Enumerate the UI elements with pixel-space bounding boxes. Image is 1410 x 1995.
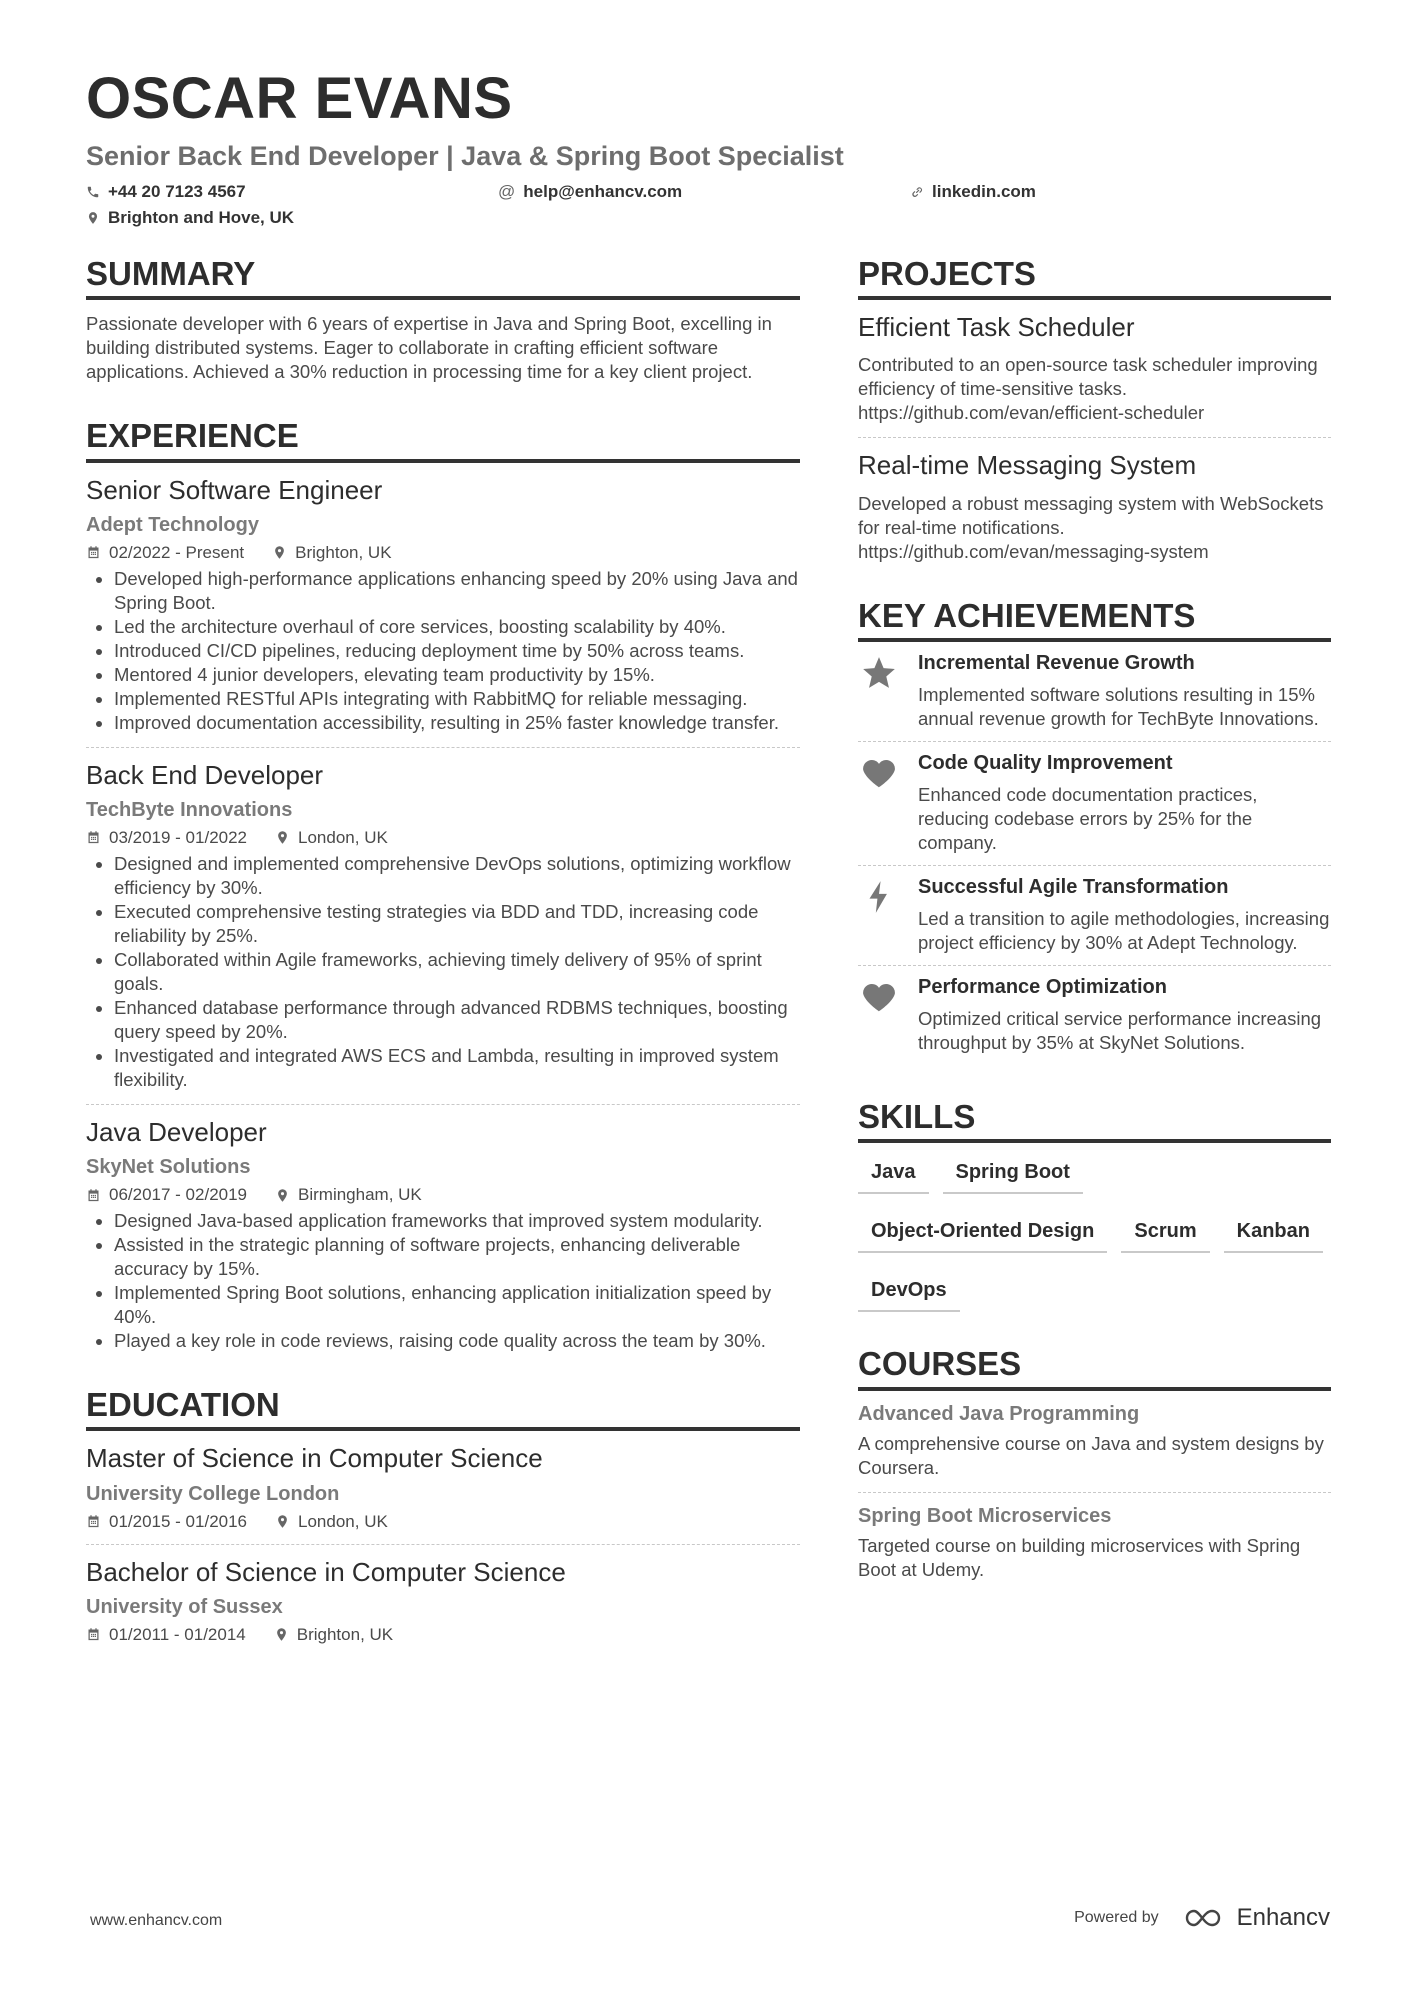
education-section: [86, 1387, 800, 1645]
job-company: Adept Technology: [86, 513, 259, 536]
achievement-description: Implemented software solutions resulting in 15% annual revenue growth for TechByte Innovations.: [918, 683, 1319, 729]
job-bullet: • Implemented RESTful APIs integrating with RabbitMQ for reliable messaging.: [114, 687, 800, 711]
summary-heading: SUMMARY: [86, 256, 800, 300]
skill-tag: Java: [858, 1161, 929, 1194]
job-bullet: • Executed comprehensive testing strategies via BDD and TDD, increasing code reliability by 25%.: [114, 900, 800, 948]
education-location-text: Brighton, UK: [296, 1624, 394, 1644]
at-icon: @: [498, 181, 516, 201]
job-dates: [86, 828, 247, 848]
job-location: [272, 543, 391, 563]
entry-divider: [858, 437, 1331, 438]
powered-by-text: Powered by: [1074, 1909, 1159, 1926]
candidate-name: OSCAR EVANS: [86, 66, 513, 131]
projects-list: [858, 312, 1331, 563]
achievement-item: [858, 966, 1331, 1065]
skills-heading: SKILLS: [858, 1099, 1331, 1143]
achievements-list: [858, 642, 1331, 1065]
achievement-title: Performance Optimization: [918, 975, 1167, 998]
projects-section: [858, 256, 1331, 564]
achievement-title: Code Quality Improvement: [918, 751, 1173, 774]
education-list: [86, 1443, 800, 1644]
skills-section: [858, 1099, 1331, 1312]
right-column: [858, 256, 1331, 1616]
skill-tag: Scrum: [1121, 1220, 1209, 1253]
job-bullets: [86, 852, 800, 1092]
job-role: Senior Software Engineer: [86, 474, 383, 505]
summary-section: [86, 256, 800, 384]
degree: Bachelor of Science in Computer Science: [86, 1556, 566, 1587]
job-role: Back End Developer: [86, 759, 324, 790]
project-description: Developed a robust messaging system with WebSockets for real-time notifications.: [858, 492, 1324, 538]
phone-contact[interactable]: [86, 182, 246, 202]
education-dates: [86, 1625, 246, 1645]
courses-heading: COURSES: [858, 1346, 1331, 1390]
experience-entry: [86, 1117, 800, 1353]
skill-tag: Kanban: [1224, 1220, 1323, 1253]
job-bullet: • Designed and implemented comprehensive DevOps solutions, optimizing workflow efficiency by 30%.: [114, 852, 800, 900]
location-pin-icon: [274, 1627, 289, 1642]
entry-divider: [858, 1492, 1331, 1493]
course-description: Targeted course on building microservices with Spring Boot at Udemy.: [858, 1534, 1301, 1580]
footer-branding: [1074, 1904, 1330, 1932]
star-icon: [860, 654, 898, 692]
job-location-text: London, UK: [298, 827, 388, 847]
calendar-icon: [86, 1514, 101, 1529]
experience-entry: [86, 760, 800, 1105]
education-location-text: London, UK: [298, 1511, 388, 1531]
projects-heading: PROJECTS: [858, 256, 1331, 300]
courses-section: [858, 1346, 1331, 1581]
school: University of Sussex: [86, 1595, 283, 1618]
project-entry: [858, 312, 1331, 438]
job-role: Java Developer: [86, 1116, 267, 1147]
project-title: Efficient Task Scheduler: [858, 312, 1135, 343]
left-column: [86, 256, 800, 1679]
email-contact[interactable]: [498, 182, 682, 202]
project-entry: [858, 450, 1331, 563]
job-dates-text: 03/2019 - 01/2022: [109, 827, 248, 847]
job-bullet: • Collaborated within Agile frameworks, achieving timely delivery of 95% of sprint goals.: [114, 948, 800, 996]
education-meta: [86, 1512, 800, 1532]
achievement-description: Enhanced code documentation practices, reducing codebase errors by 25% for the company.: [918, 783, 1258, 853]
skill-tag: DevOps: [858, 1279, 960, 1312]
experience-section: [86, 418, 800, 1353]
job-meta: [86, 1185, 800, 1205]
achievement-item: [858, 642, 1331, 742]
job-bullet: • Led the architecture overhaul of core services, boosting scalability by 40%.: [114, 615, 800, 639]
job-dates-text: 02/2022 - Present: [109, 542, 245, 562]
location-pin-icon: [272, 545, 287, 560]
skills-list: [858, 1161, 1331, 1312]
achievement-item: [858, 742, 1331, 866]
education-dates-text: 01/2015 - 01/2016: [109, 1511, 248, 1531]
job-bullet: • Developed high-performance applications enhancing speed by 20% using Java and Spring Boot.: [114, 567, 800, 615]
job-bullets: [86, 1209, 800, 1353]
achievement-icon-wrap: [858, 652, 900, 731]
job-bullet: • Implemented Spring Boot solutions, enhancing application initialization speed by 40%.: [114, 1281, 800, 1329]
job-meta: [86, 828, 800, 848]
course-title: Spring Boot Microservices: [858, 1504, 1112, 1527]
location-pin-icon: [275, 830, 290, 845]
education-dates: [86, 1512, 247, 1532]
location-pin-icon: [275, 1188, 290, 1203]
skill-tag: Spring Boot: [943, 1161, 1083, 1194]
job-meta: [86, 543, 800, 563]
achievement-icon-wrap: [858, 976, 900, 1055]
candidate-title: Senior Back End Developer | Java & Spring Boot Specialist: [86, 141, 844, 171]
entry-divider: [86, 1104, 800, 1105]
course-entry: [858, 1505, 1331, 1582]
achievement-title: Successful Agile Transformation: [918, 875, 1229, 898]
education-meta: [86, 1625, 800, 1645]
location-contact: [86, 208, 294, 228]
course-description: A comprehensive course on Java and system designs by Coursera.: [858, 1432, 1324, 1478]
location-pin-icon: [275, 1514, 290, 1529]
linkedin-contact[interactable]: [910, 182, 1036, 202]
achievement-title: Incremental Revenue Growth: [918, 651, 1195, 674]
achievement-body: [918, 876, 1331, 955]
experience-entry: [86, 475, 800, 748]
achievement-body: [918, 652, 1331, 731]
phone-icon: [86, 185, 100, 199]
job-location-text: Brighton, UK: [295, 542, 392, 562]
education-heading: EDUCATION: [86, 1387, 800, 1431]
job-bullet: • Assisted in the strategic planning of software projects, enhancing deliverable accuracy by 15%.: [114, 1233, 800, 1281]
job-bullet: • Enhanced database performance through advanced RDBMS techniques, boosting query speed by 20%.: [114, 996, 800, 1044]
course-title: Advanced Java Programming: [858, 1402, 1140, 1425]
linkedin-text: linkedin.com: [932, 181, 1036, 201]
skill-tag: Object-Oriented Design: [858, 1220, 1107, 1253]
job-location: [275, 828, 388, 848]
brand-name: Enhancv: [1236, 1904, 1330, 1931]
job-bullet: • Played a key role in code reviews, raising code quality across the team by 30%.: [114, 1329, 800, 1353]
degree: Master of Science in Computer Science: [86, 1443, 543, 1474]
achievements-heading: KEY ACHIEVEMENTS: [858, 598, 1331, 642]
project-description: Contributed to an open-source task scheduler improving efficiency of time-sensitive tasks.: [858, 354, 1318, 400]
heart-icon: [860, 754, 898, 792]
job-bullet: • Designed Java-based application frameworks that improved system modularity.: [114, 1209, 800, 1233]
calendar-icon: [86, 1188, 101, 1203]
calendar-icon: [86, 545, 101, 560]
job-bullet: • Improved documentation accessibility, resulting in 25% faster knowledge transfer.: [114, 711, 800, 735]
job-bullet: • Mentored 4 junior developers, elevating team productivity by 15%.: [114, 663, 800, 687]
achievement-icon-wrap: [858, 876, 900, 955]
job-dates: [86, 1185, 247, 1205]
achievement-body: [918, 752, 1331, 855]
enhancv-logo-icon: [1183, 1906, 1229, 1930]
contact-info: [86, 178, 1331, 232]
lightning-icon: [860, 878, 898, 916]
course-entry: [858, 1403, 1331, 1493]
enhancv-logo[interactable]: [1183, 1904, 1330, 1932]
resume-page: [86, 66, 1331, 1644]
school: University College London: [86, 1482, 340, 1505]
job-dates-text: 06/2017 - 02/2019: [109, 1185, 248, 1205]
phone-text: +44 20 7123 4567: [108, 181, 246, 201]
project-title: Real-time Messaging System: [858, 450, 1197, 481]
education-location: [275, 1512, 388, 1532]
achievement-description: Led a transition to agile methodologies, increasing project efficiency by 30% at Adept Technology.: [918, 907, 1330, 953]
link-icon: [910, 185, 924, 199]
job-bullet: • Introduced CI/CD pipelines, reducing deployment time by 50% across teams.: [114, 639, 800, 663]
education-entry: [86, 1557, 800, 1645]
achievements-section: [858, 598, 1331, 1065]
achievement-icon-wrap: [858, 752, 900, 855]
job-dates: [86, 543, 244, 563]
location-text: Brighton and Hove, UK: [108, 207, 295, 227]
entry-divider: [86, 747, 800, 748]
email-text: help@enhancv.com: [523, 181, 683, 201]
job-bullet: • Investigated and integrated AWS ECS and Lambda, resulting in improved system flexibility.: [114, 1044, 800, 1092]
experience-heading: EXPERIENCE: [86, 418, 800, 462]
achievement-body: [918, 976, 1331, 1055]
job-location-text: Birmingham, UK: [298, 1185, 422, 1205]
job-bullets: [86, 567, 800, 735]
summary-text: Passionate developer with 6 years of expertise in Java and Spring Boot, excelling in building distributed systems. Eager to collaborate in crafting efficient software applications. Achieved a 30% reduction in processing time for a key client project.: [86, 313, 772, 383]
location-pin-icon: [86, 211, 100, 225]
calendar-icon: [86, 1627, 101, 1642]
project-url[interactable]: https://github.com/evan/efficient-scheduler: [858, 402, 1205, 424]
calendar-icon: [86, 830, 101, 845]
experience-list: [86, 475, 800, 1354]
education-entry: [86, 1443, 800, 1544]
heart-icon: [860, 978, 898, 1016]
education-dates-text: 01/2011 - 01/2014: [109, 1624, 246, 1644]
job-company: SkyNet Solutions: [86, 1156, 251, 1179]
education-location: [274, 1625, 393, 1645]
job-location: [275, 1185, 422, 1205]
project-url[interactable]: https://github.com/evan/messaging-system: [858, 540, 1209, 562]
entry-divider: [86, 1544, 800, 1545]
achievement-description: Optimized critical service performance increasing throughput by 35% at SkyNet Solutions.: [918, 1007, 1322, 1053]
courses-list: [858, 1403, 1331, 1582]
achievement-item: [858, 866, 1331, 966]
job-company: TechByte Innovations: [86, 798, 293, 821]
footer-website[interactable]: www.enhancv.com: [90, 1912, 223, 1929]
